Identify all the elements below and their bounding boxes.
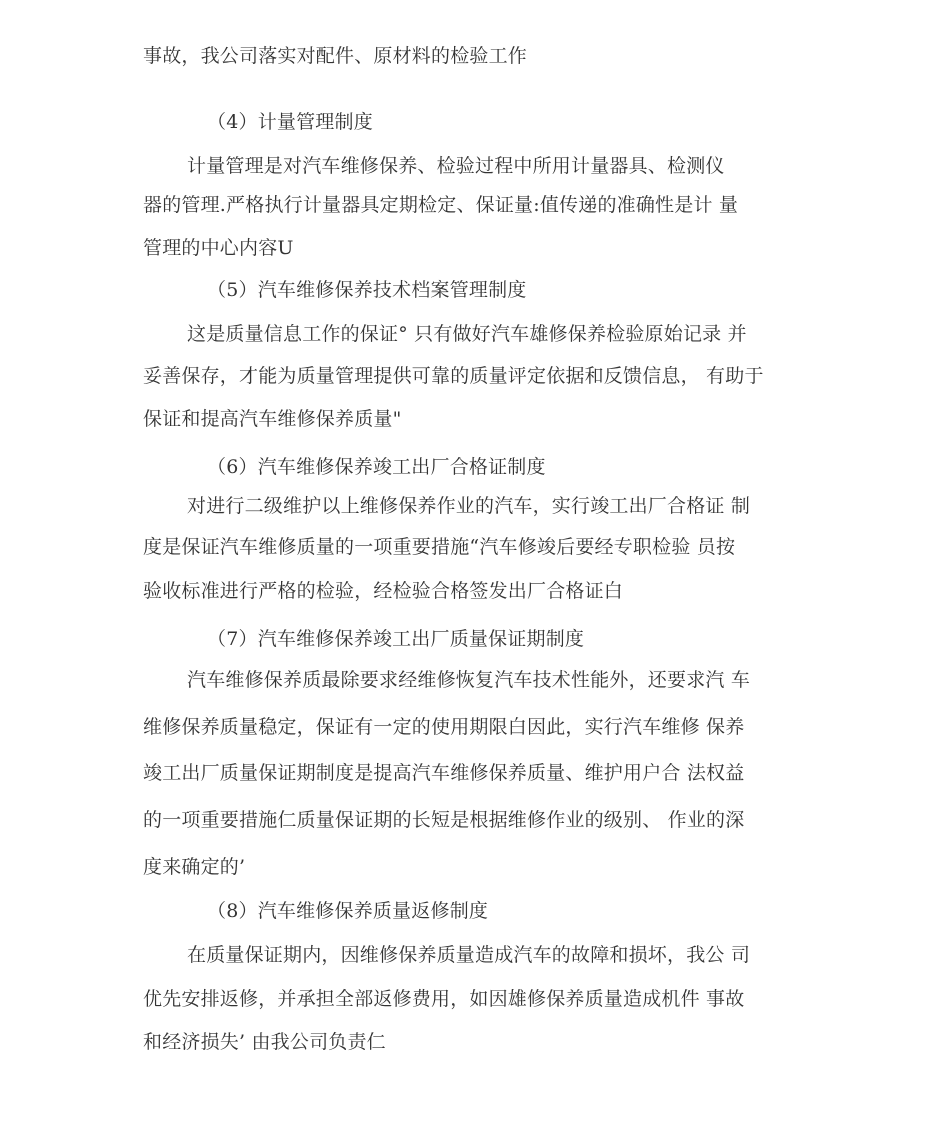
paragraph-line: 保证和提高汽车维修保养质量"	[143, 408, 402, 430]
paragraph-line: 妥善保存，才能为质量管理提供可靠的质量评定依据和反馈信息， 有助于	[143, 365, 764, 387]
paragraph-line: 优先安排返修，并承担全部返修费用，如因雄修保养质量造成机件 事故	[143, 988, 745, 1010]
paragraph-line: 器的管理.严格执行计量器具定期检定、保证量:值传递的准确性是计 量	[143, 194, 739, 216]
paragraph-line: 度是保证汽车维修质量的一项重要措施“汽车修竣后要经专职检验 员按	[143, 536, 736, 558]
paragraph-line: 维修保养质量稳定，保证有一定的使用期限白因此，实行汽车维修 保养	[143, 716, 745, 738]
section-heading: （6）汽车维修保养竣工出厂合格证制度	[207, 456, 546, 478]
paragraph-line: 汽车维修保养质最除要求经维修恢复汽车技术性能外，还要求汽 车	[187, 669, 751, 691]
paragraph-line: 对进行二级维护以上维修保养作业的汽车，实行竣工出厂合格证 制	[187, 495, 751, 517]
paragraph-line: 验收标准进行严格的检验，经检验合格签发出厂合格证白	[143, 580, 624, 602]
paragraph-line: 计量管理是对汽车维修保养、检验过程中所用计量器具、检测仪	[187, 155, 725, 177]
paragraph-line: 和经济损失’ 由我公司负责仁	[143, 1031, 386, 1053]
section-heading: （4）计量管理制度	[207, 111, 373, 133]
paragraph-line: 在质量保证期内，因维修保养质量造成汽车的故障和损坏，我公 司	[187, 944, 751, 966]
paragraph-line: 管理的中心内容U	[143, 237, 294, 259]
paragraph-line: 这是质量信息工作的保证° 只有做好汽车雄修保养检验原始记录 并	[187, 323, 747, 345]
section-heading: （7）汽车维修保养竣工出厂质量保证期制度	[207, 628, 585, 650]
paragraph-line: 度来确定的’	[143, 856, 246, 878]
paragraph-line: 竣工出厂质量保证期制度是提高汽车维修保养质量、维护用户合 法权益	[143, 762, 745, 784]
section-heading: （5）汽车维修保养技术档案管理制度	[207, 279, 527, 301]
paragraph-line: 的一项重要措施仁质量保证期的长短是根据维修作业的级别、 作业的深	[143, 809, 745, 831]
section-heading: （8）汽车维修保养质量返修制度	[207, 900, 489, 922]
text-line: 事故，我公司落实对配件、原材料的检验工作	[143, 45, 528, 67]
